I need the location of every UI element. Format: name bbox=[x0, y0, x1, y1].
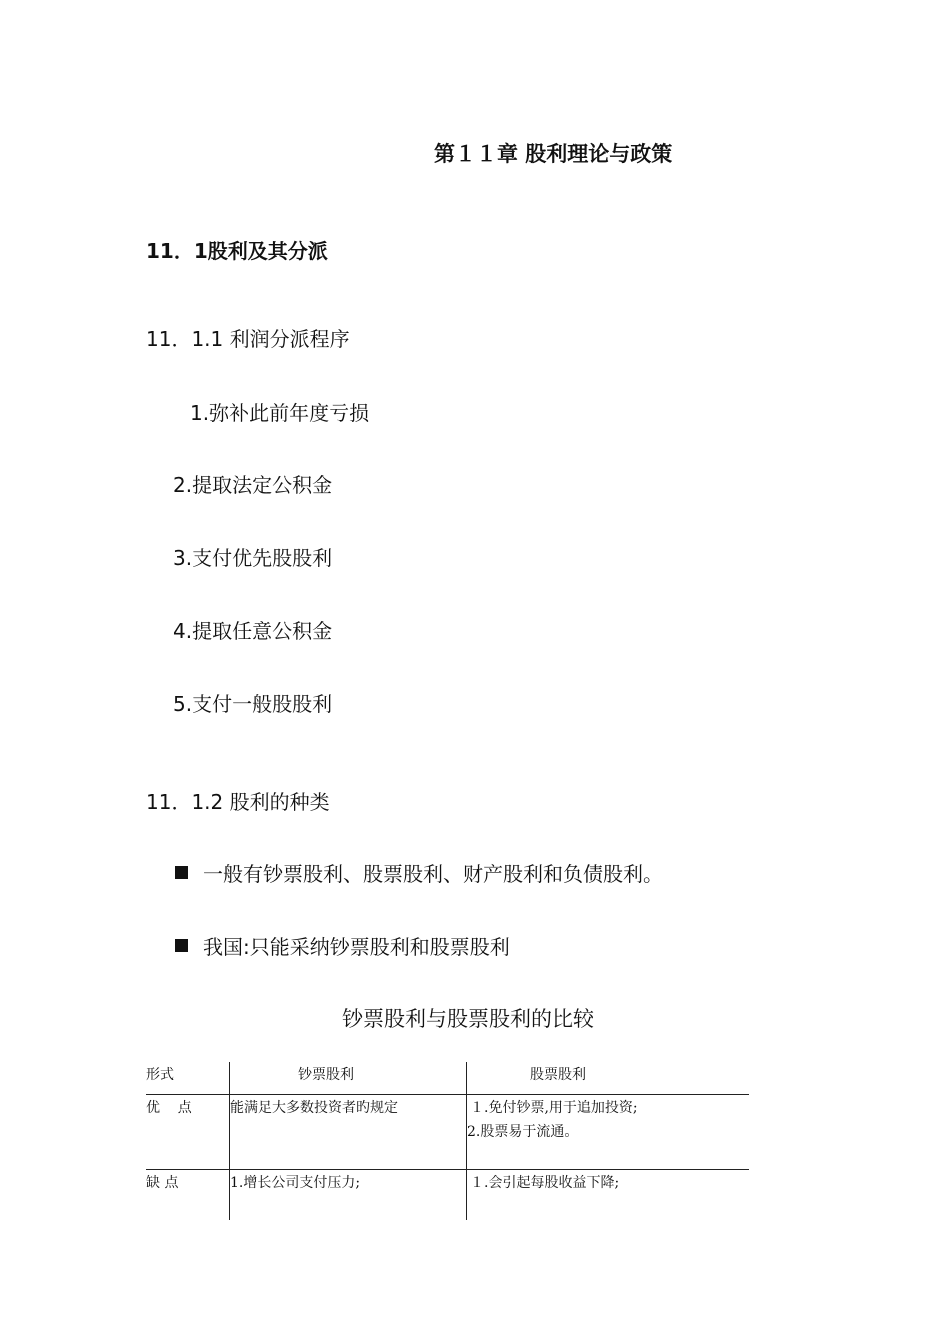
stock-disadvantage: １.会引起每股收益下降; bbox=[470, 1175, 620, 1191]
table-caption: 钞票股利与股票股利的比较 bbox=[342, 1007, 594, 1031]
column-divider bbox=[229, 1062, 230, 1220]
row-label-advantages: 优 点 bbox=[146, 1100, 192, 1116]
list-item: 5.支付一般股股利 bbox=[173, 692, 333, 716]
chapter-title: 第１１章 股利理论与政策 bbox=[434, 142, 673, 166]
square-bullet-icon bbox=[175, 939, 188, 952]
list-item: 2.提取法定公积金 bbox=[173, 473, 333, 497]
bullet-text: 一般有钞票股利、股票股利、财产股利和负债股利。 bbox=[203, 862, 663, 886]
bullet-item bbox=[175, 858, 663, 887]
header-form: 形式 bbox=[146, 1067, 174, 1083]
cash-disadvantage: 1.增长公司支付压力; bbox=[230, 1175, 361, 1191]
comparison-table bbox=[146, 1062, 749, 1220]
row-label-disadvantages: 缺 点 bbox=[146, 1175, 179, 1191]
bullet-item bbox=[175, 931, 510, 960]
list-item: 4.提取任意公积金 bbox=[173, 619, 333, 643]
header-stock-dividend: 股票股利 bbox=[530, 1067, 586, 1083]
section-title: 11．1股利及其分派 bbox=[146, 239, 328, 263]
cash-advantage: 能满足大多数投资者旳规定 bbox=[230, 1100, 398, 1116]
row-divider bbox=[146, 1169, 749, 1170]
bullet-text: 我国:只能采纳钞票股利和股票股利 bbox=[203, 935, 510, 959]
subsection-2-title: 11．1.2 股利的种类 bbox=[146, 790, 330, 814]
list-item: 1.弥补此前年度亏损 bbox=[190, 401, 370, 425]
stock-advantage-2: 2.股票易于流通。 bbox=[467, 1124, 579, 1140]
list-item: 3.支付优先股股利 bbox=[173, 546, 333, 570]
subsection-1-title: 11．1.1 利润分派程序 bbox=[146, 327, 350, 351]
square-bullet-icon bbox=[175, 866, 188, 879]
stock-advantage-1: １.免付钞票,用于追加投资; bbox=[470, 1100, 638, 1116]
header-cash-dividend: 钞票股利 bbox=[298, 1067, 354, 1083]
row-divider bbox=[146, 1094, 749, 1095]
